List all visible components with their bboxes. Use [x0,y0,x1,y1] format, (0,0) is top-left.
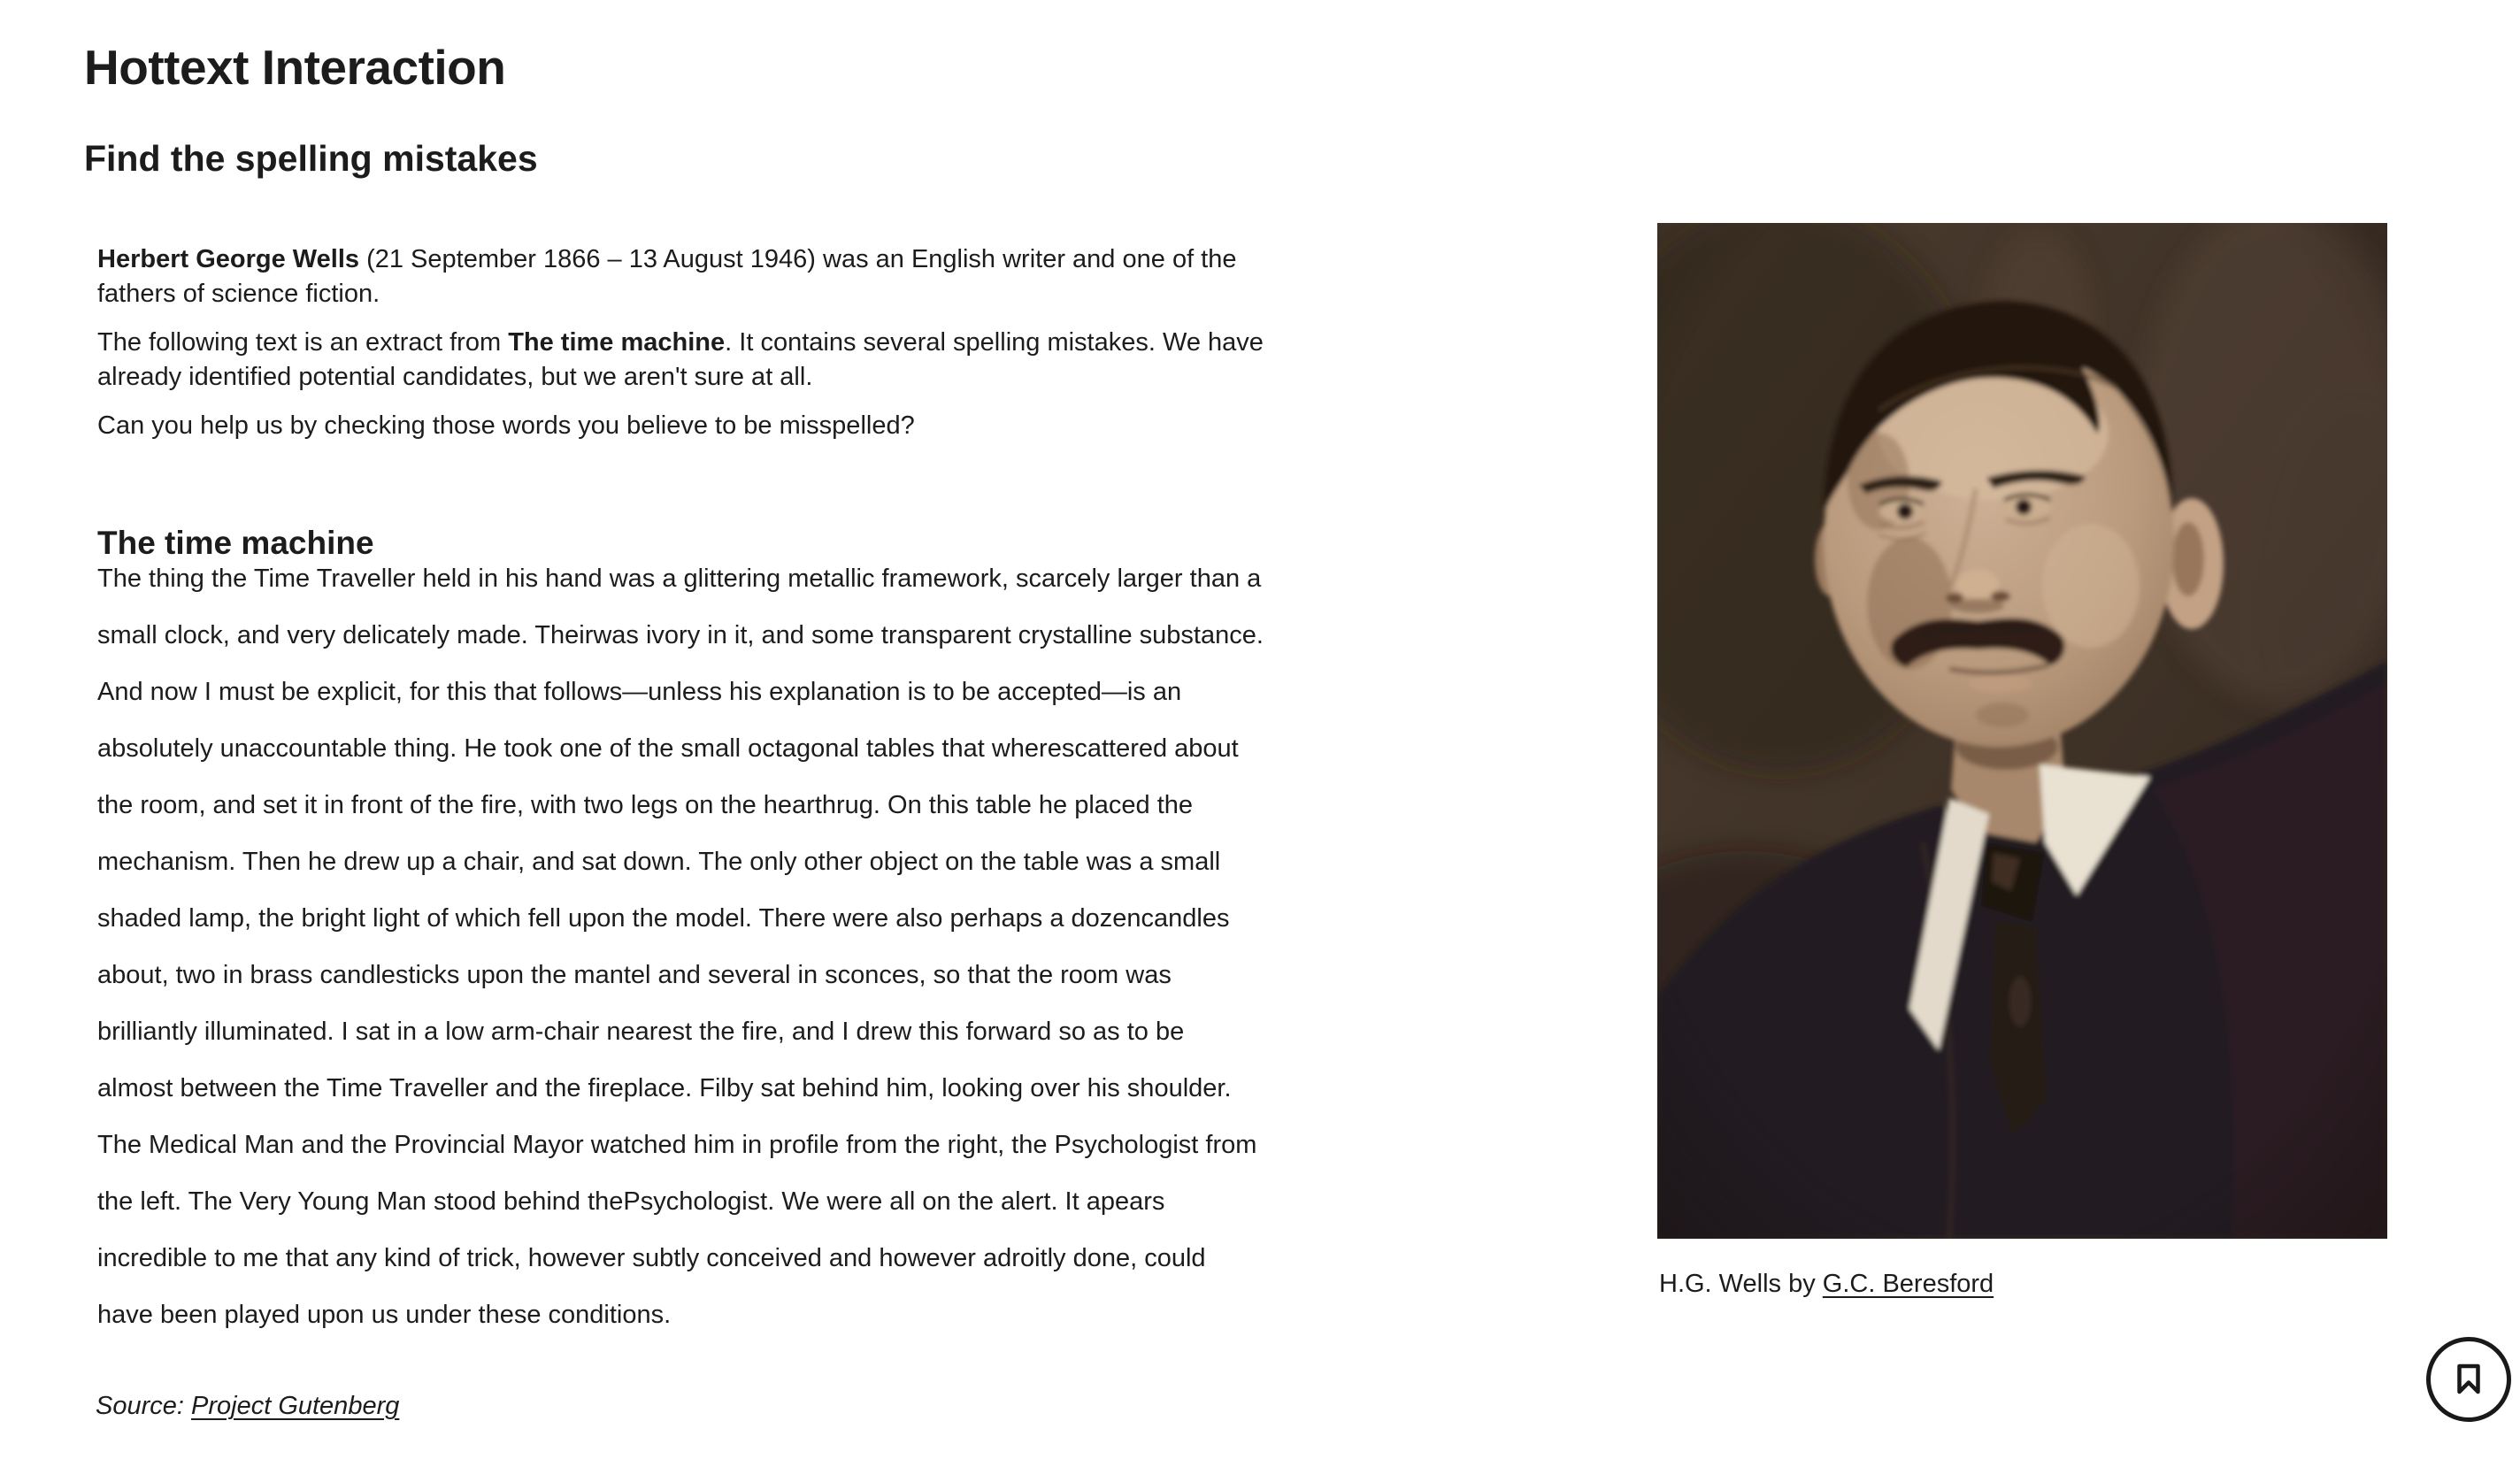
source-line [96,1389,399,1424]
author-name: Herbert George Wells [97,245,360,273]
source-link[interactable]: Project Gutenberg [191,1392,400,1420]
passage-line: brilliantly illuminated. I sat in a low arm-chair nearest the fire, and I drew this forward so as to be [97,1018,1185,1046]
intro-line: fathers of science fiction. [97,280,380,308]
passage-line: absolutely unaccountable thing. He took one of the small octagonal tables that wherescattered about [97,734,1239,763]
intro-line [97,242,1442,277]
passage-line: mechanism. Then he drew up a chair, and sat down. The only other object on the table was a small [97,848,1221,876]
passage-line: small clock, and very delicately made. Theirwas ivory in it, and some transparent crystalline substance. [97,621,1264,649]
passage-line: The Medical Man and the Provincial Mayor watched him in profile from the right, the Psychologist from [97,1131,1257,1159]
passage-line: shaded lamp, the bright light of which fell upon the model. There were also perhaps a dozencandles [97,904,1230,933]
passage-line: almost between the Time Traveller and the fireplace. Filby sat behind him, looking over his shoulder. [97,1074,1232,1102]
intro-text: (21 September 1866 – 13 August 1946) was an English writer and one of the [359,245,1237,273]
portrait-figure [1657,223,2387,1239]
caption-text: H.G. Wells by [1659,1270,1823,1298]
hg-wells-portrait-illustration [1657,223,2387,1239]
page-subtitle: Find the spelling mistakes [84,138,538,180]
bookmark-icon [2456,1363,2481,1395]
passage-lines [97,550,1460,1343]
book-title-inline: The time machine [508,328,726,357]
passage-line: about, two in brass candlesticks upon the mantel and several in sconces, so that the room was [97,961,1172,989]
intro-line: Can you help us by checking those words you believe to be misspelled? [97,411,915,440]
photo-caption [1659,1267,1994,1302]
bookmark-button[interactable] [2426,1337,2511,1422]
passage-line: The thing the Time Traveller held in his hand was a glittering metallic framework, scarcely larger than a [97,565,1262,593]
source-label: Source: [96,1392,191,1420]
passage-line: incredible to me that any kind of trick, however subtly conceived and however adroitly done, could [97,1244,1206,1272]
intro-line [97,326,1442,360]
intro-line: already identified potential candidates, but we aren't sure at all. [97,363,813,391]
page-title: Hottext Interaction [84,39,506,95]
intro-paragraph-1 [97,242,1442,311]
passage-line: the room, and set it in front of the fire, with two legs on the hearthrug. On this table he placed the [97,791,1194,819]
passage-line: have been played upon us under these conditions. [97,1301,672,1329]
intro-block [97,242,1442,457]
intro-text: The following text is an extract from [97,328,509,357]
intro-text: . It contains several spelling mistakes. We have [725,328,1264,357]
portrait-photo [1657,223,2387,1239]
passage-line: And now I must be explicit, for this that follows—unless his explanation is to be accepted—is an [97,678,1182,706]
passage-heading: The time machine [97,525,374,561]
intro-paragraph-2 [97,326,1442,395]
intro-paragraph-3 [97,409,1442,443]
caption-link[interactable]: G.C. Beresford [1822,1270,1994,1298]
passage-line: the left. The Very Young Man stood behind thePsychologist. We were all on the alert. It apears [97,1187,1165,1216]
